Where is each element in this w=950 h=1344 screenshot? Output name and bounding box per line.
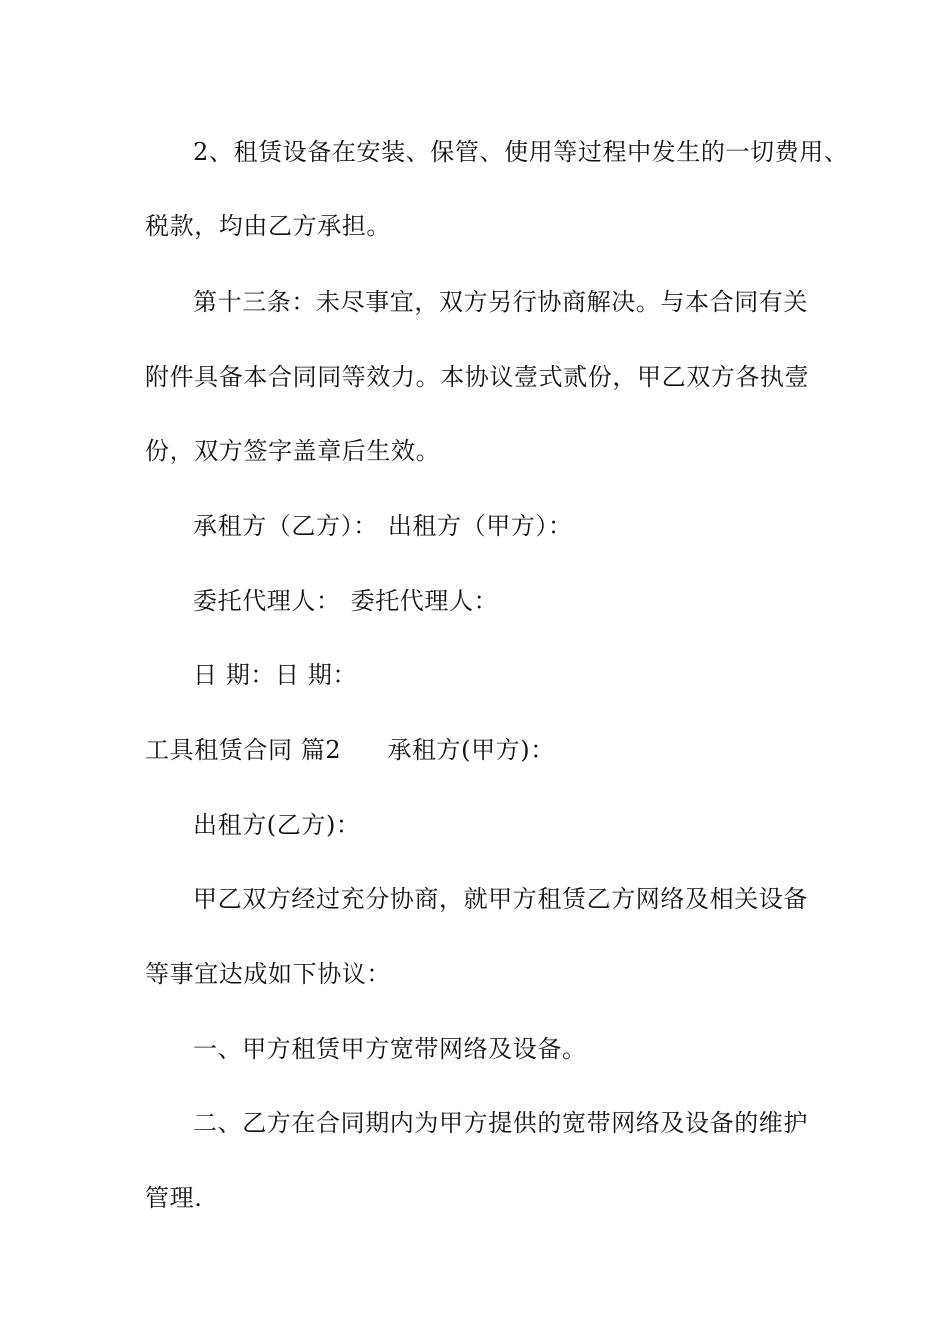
date-left-label: 日 期： bbox=[193, 661, 276, 689]
section2-title: 工具租赁合同 篇2 bbox=[145, 736, 342, 764]
paragraph-line: 甲乙双方经过充分协商，就甲方租赁乙方网络及相关设备 bbox=[193, 885, 808, 913]
paragraph-line: 一、甲方租赁甲方宽带网络及设备。 bbox=[193, 1035, 587, 1063]
agent-left-label: 委托代理人： bbox=[193, 587, 341, 615]
section2-heading-line bbox=[145, 735, 845, 765]
paragraph-line: 2、租赁设备在安装、保管、使用等过程中发生的一切费用、 bbox=[193, 138, 849, 166]
paragraph-line: 税款，均由乙方承担。 bbox=[145, 212, 391, 240]
section2-lessee: 承租方(甲方)： bbox=[387, 736, 555, 764]
paragraph-line: 第十三条：未尽事宜，双方另行协商解决。与本合同有关 bbox=[193, 288, 808, 316]
signature-parties-line bbox=[193, 511, 893, 541]
agent-line bbox=[193, 586, 893, 616]
lessee-label: 承租方（乙方）： bbox=[193, 512, 378, 540]
paragraph-line: 份，双方签字盖章后生效。 bbox=[145, 437, 441, 465]
section2-lessor: 出租方(乙方)： bbox=[193, 811, 361, 839]
lessor-label: 出租方（甲方）： bbox=[387, 512, 573, 540]
date-line bbox=[193, 660, 893, 690]
paragraph-line: 管理. bbox=[145, 1184, 203, 1212]
date-right-label: 日 期： bbox=[275, 661, 358, 689]
paragraph-line: 二、乙方在合同期内为甲方提供的宽带网络及设备的维护 bbox=[193, 1109, 808, 1137]
agent-right-label: 委托代理人： bbox=[350, 587, 499, 615]
paragraph-line: 附件具备本合同同等效力。本协议壹式贰份，甲乙双方各执壹 bbox=[145, 363, 810, 391]
paragraph-line: 等事宜达成如下协议： bbox=[145, 960, 391, 988]
